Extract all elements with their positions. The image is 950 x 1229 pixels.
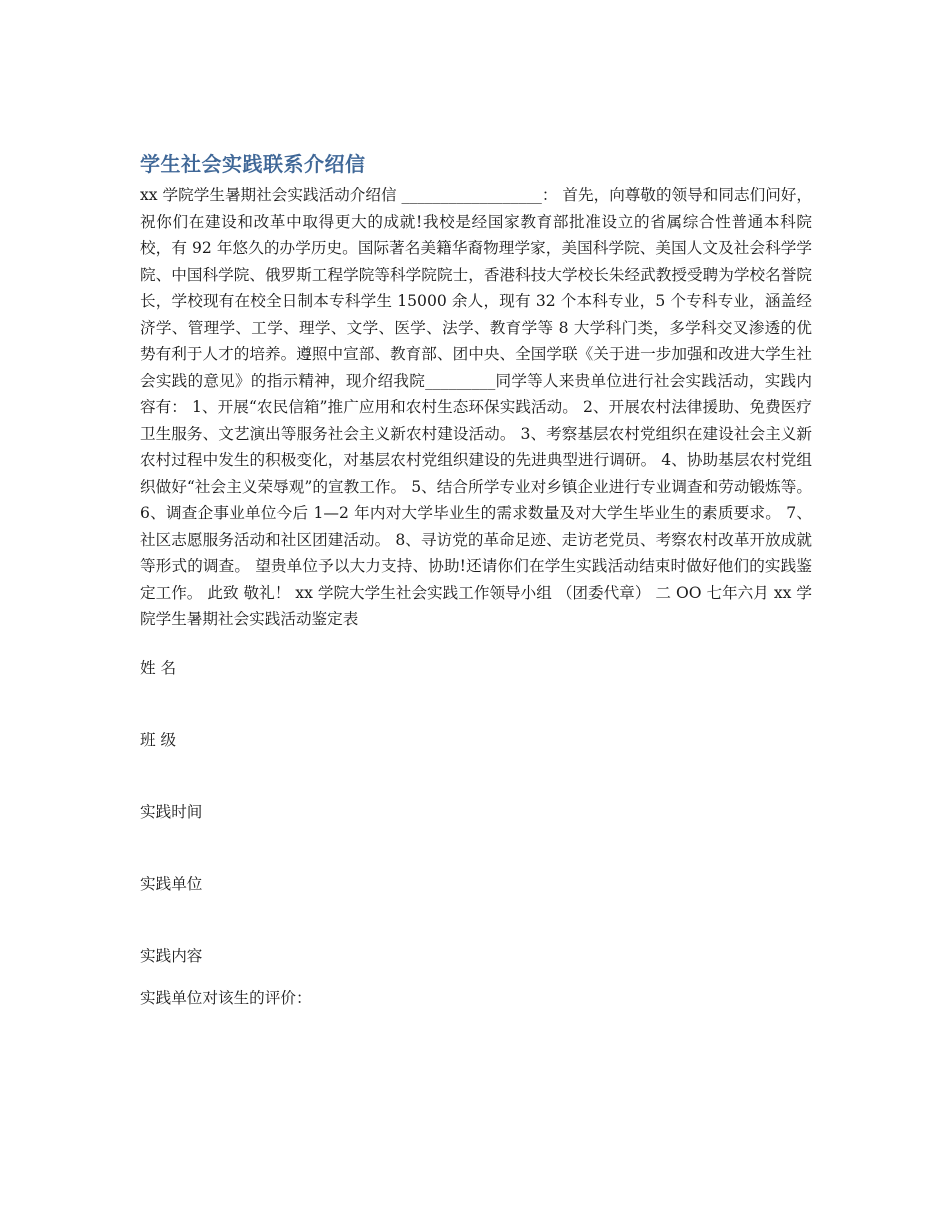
field-time-label: 实践时间 xyxy=(140,802,203,821)
field-evaluation-label: 实践单位对该生的评价： xyxy=(140,988,312,1007)
field-unit-label: 实践单位 xyxy=(140,874,203,893)
appraisal-form xyxy=(140,657,812,1009)
field-content-label: 实践内容 xyxy=(140,946,203,965)
field-name-label: 姓 名 xyxy=(140,658,177,677)
document-title: 学生社会实践联系介绍信 xyxy=(140,152,366,176)
document-page xyxy=(140,150,812,1009)
letter-body: xx 学院学生暑期社会实践活动介绍信 __________________： 首先，向尊敬的领导和同志们问好，祝你们在建设和改革中取得更大的成就!我校是经国家教育部批准设立的省属综合性普通本科院校，有 92 年悠久的办学历史。国际著名美籍华裔物理学家，美国科学院、美国人文及社会科学学院、中国科学院、俄罗斯工程学院等科学院院士，香港科技大学校长朱经武教授受聘为学校名誉院长，学校现有在校全日制本专科学生 15000 余人，现有 32 个本科专业，5 个专科专业，涵盖经济学、管理学、工学、理学、文学、医学、法学、教育学等 8 大学科门类，多学科交叉渗透的优势有利于人才的培养。遵照中宣部、教育部、团中央、全国学联《关于进一步加强和改进大学生社会实践的意见》的指示精神，现介绍我院_________同学等人来贵单位进行社会实践活动，实践内容有： 1、开展“农民信箱”推广应用和农村生态环保实践活动。 2、开展农村法律援助、免费医疗卫生服务、文艺演出等服务社会主义新农村建设活动。 3、考察基层农村党组织在建设社会主义新农村过程中发生的积极变化，对基层农村党组织建设的先进典型进行调研。 4、协助基层农村党组织做好“社会主义荣辱观”的宣教工作。 5、结合所学专业对乡镇企业进行专业调查和劳动锻炼等。 6、调查企事业单位今后 1—2 年内对大学毕业生的需求数量及对大学生毕业生的素质要求。 7、社区志愿服务活动和社区团建活动。 8、寻访党的革命足迹、走访老党员、考察农村改革开放成就等形式的调查。 望贵单位予以大力支持、协助!还请你们在学生实践活动结束时做好他们的实践鉴定工作。 此致 敬礼！ xx 学院大学生社会实践工作领导小组 （团委代章） 二 OO 七年六月 xx 学院学生暑期社会实践活动鉴定表 xyxy=(140,186,812,628)
field-class-label: 班 级 xyxy=(140,730,177,749)
